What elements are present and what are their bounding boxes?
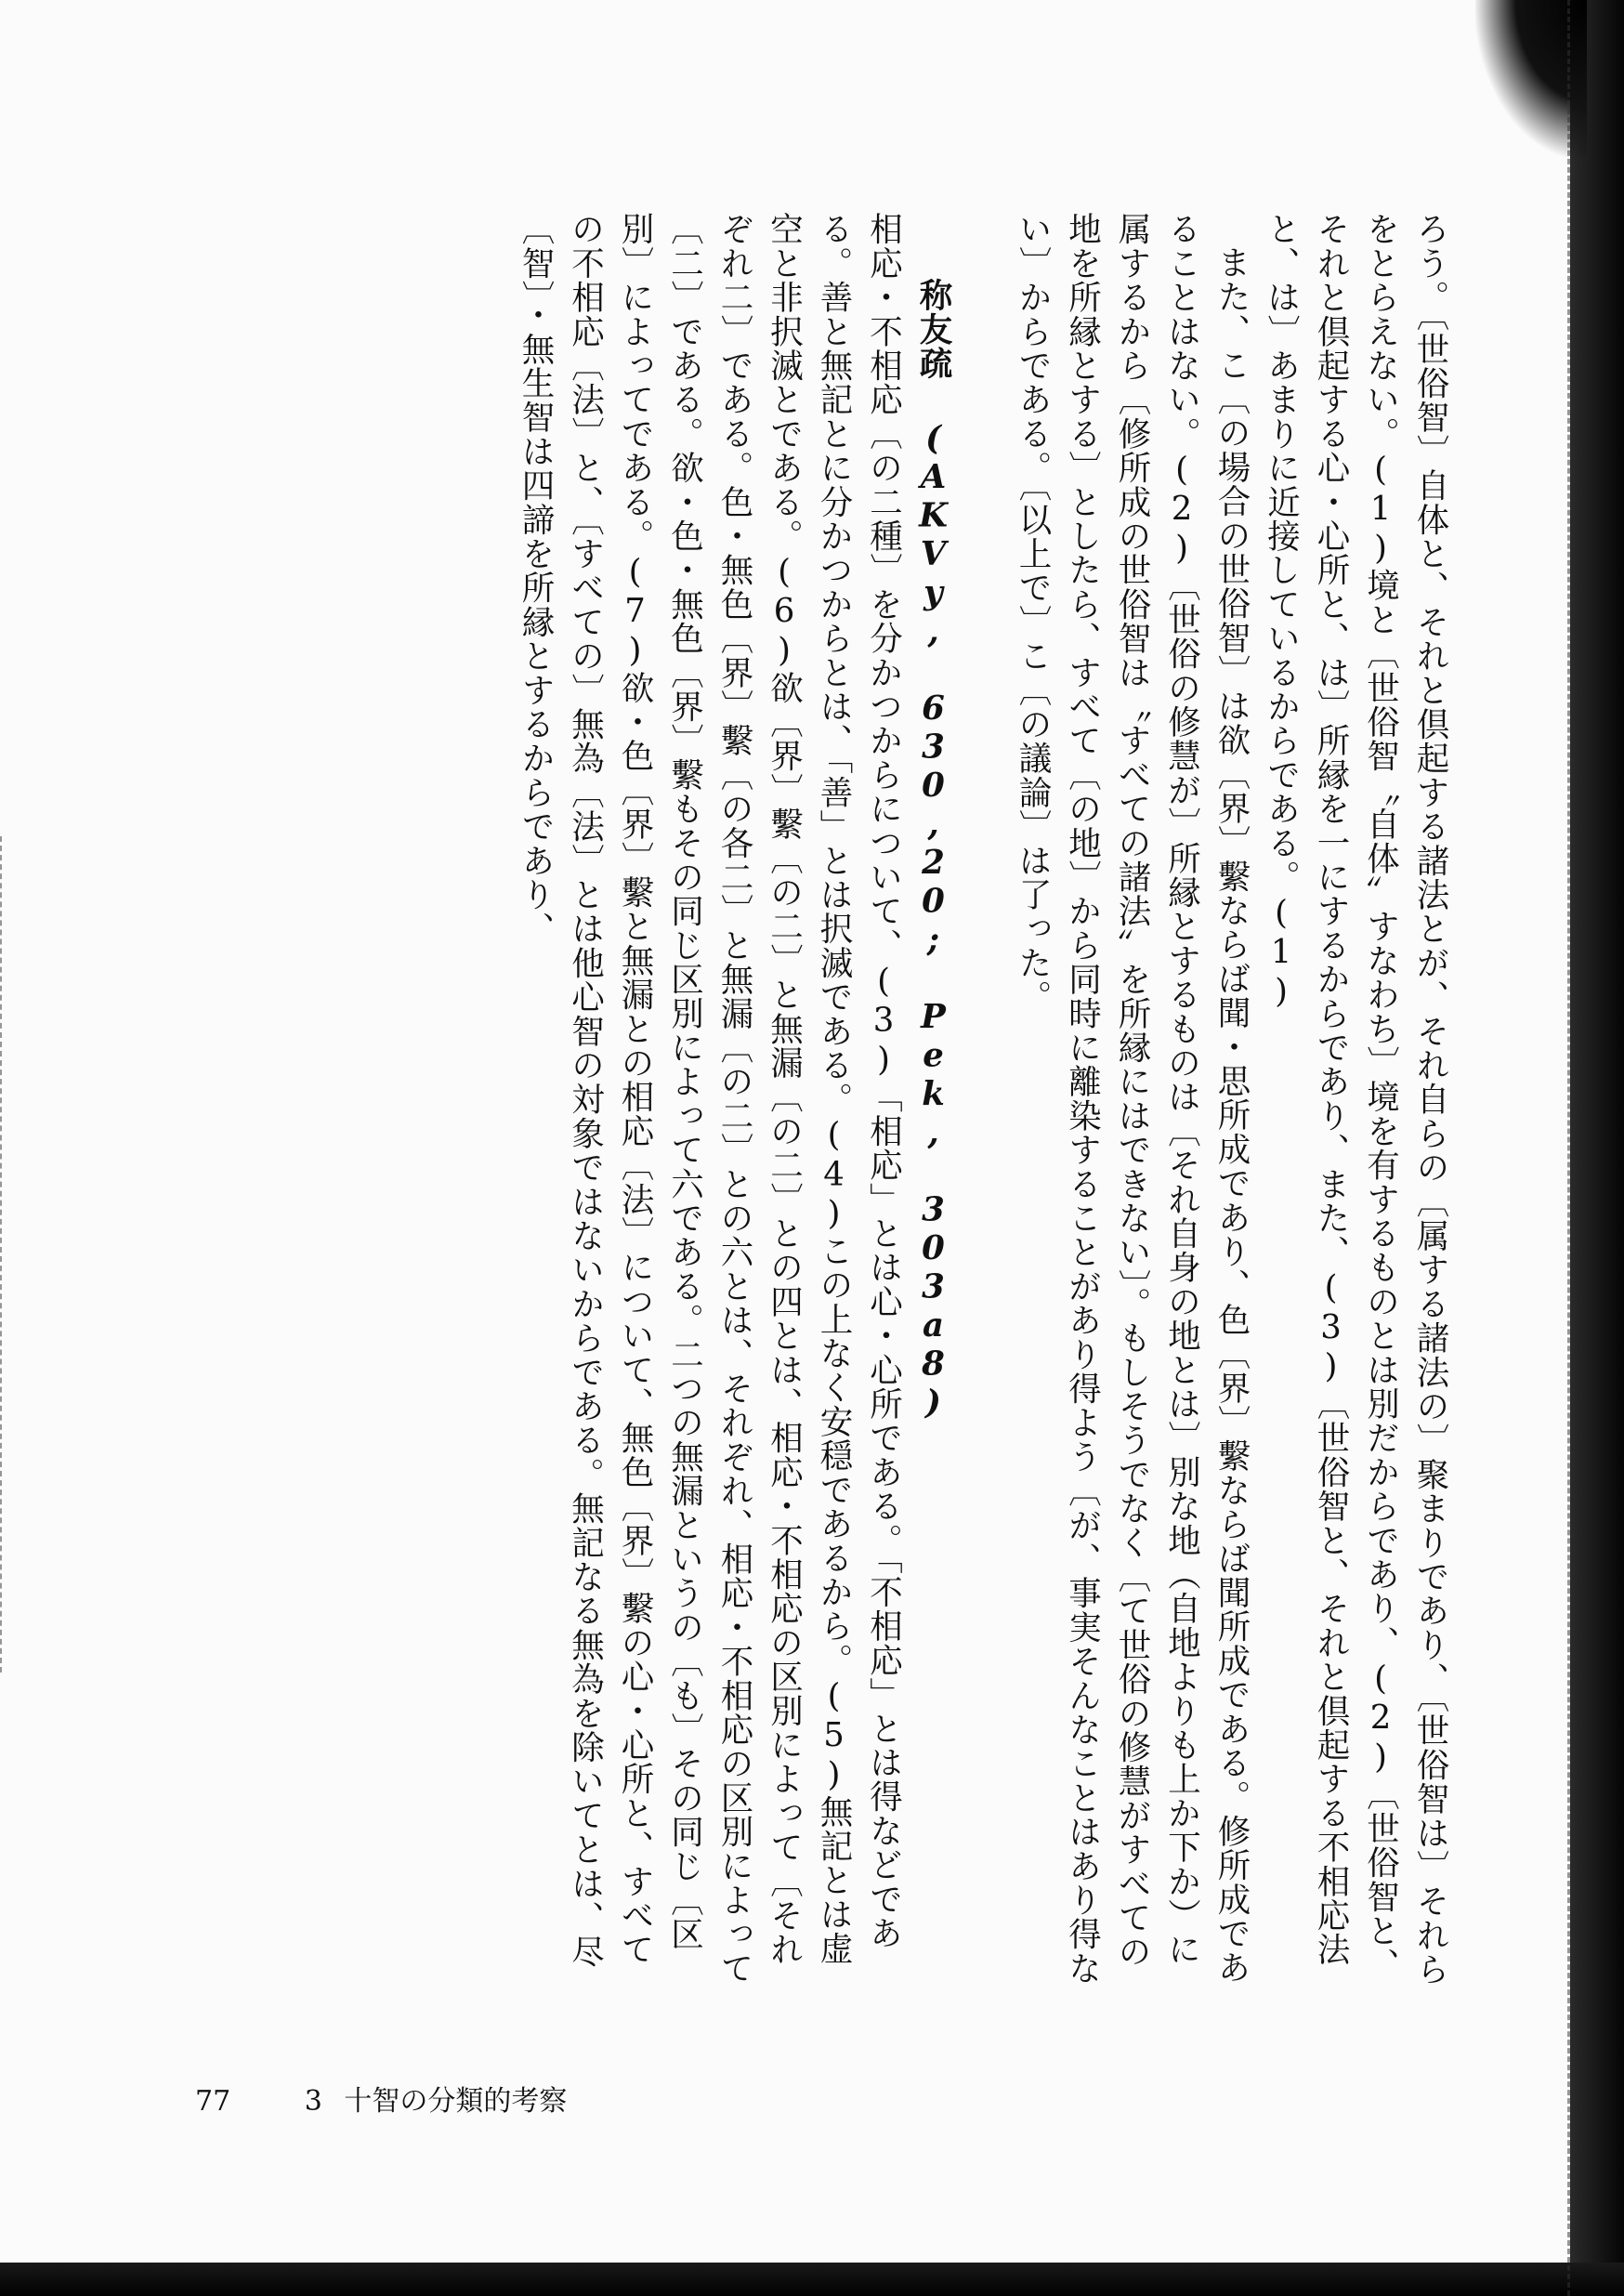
scan-edge-right (1570, 0, 1624, 2296)
blank-line (958, 212, 1008, 1988)
paragraph-2: また、こ〔の場合の世俗智〕は欲〔界〕繫ならば聞・思所成であり、色〔界〕繫ならば聞所成である。修所成であることはない。(2)〔世俗の修慧が〕所縁とするものは〔それ自身の地とは〕別な地（自地よりも上か下か）に属するから〔修所成の世俗智は〝すべての諸法〞を所縁にはできない〕。もしそうでなく〔て世俗の修慧がすべての地を所縁とする〕としたら、すべて〔の地〕から同時に離染することがあり得よう〔が、事実そんなことはあり得ない〕からである。〔以上で〕こ〔の議論〕は了った。 (1014, 212, 1251, 1986)
chapter-number: 3 (304, 2085, 322, 2118)
page-footer (195, 2078, 567, 2119)
chapter-title: 十智の分類的考察 (344, 2085, 568, 2118)
section-heading (909, 212, 959, 1988)
scan-edge-right-marks (1556, 0, 1570, 2296)
vertical-text-body (143, 212, 1455, 1988)
section-heading-citation: (AKVy, 630,20; Pek, 303a8) (914, 419, 952, 1423)
scan-edge-left-marks (0, 836, 11, 1673)
section-paragraph: 相応・不相応〔の二種〕を分かつからについて、(3)「相応」とは心・心所である。「不相応」とは得などである。善と無記とに分かつからとは、「善」とは択滅である。(4)この上なく安穏であるから。(5)無記とは虚空と非択滅とである。(6)欲〔界〕繫〔の二〕と無漏〔の二〕との四とは、相応・不相応の区別によって〔それぞれ二〕である。色・無色〔界〕繫〔の各二〕と無漏〔の二〕との六とは、それぞれ、相応・不相応の区別によって〔二〕である。欲・色・無色〔界〕繫もその同じ区別によって六である。二つの無漏というの〔も〕その同じ〔区別〕によってである。(7)欲・色〔界〕繫と無漏との相応〔法〕について、無色〔界〕繫の心・心所と、すべての不相応〔法〕と、〔すべての〕無為〔法〕とは他心智の対象ではないからである。無記なる無為を除いてとは、尽〔智〕・無生智は四諦を所縁とするからであり、 (517, 212, 903, 1986)
paragraph-continued: ろう。〔世俗智〕自体と、それと倶起する諸法とが、それ自らの〔属する諸法の〕聚まりであり、〔世俗智は〕それらをとらえない。(1)境と〔世俗智〝自体〞すなわち〕境を有するものとは別だからであり、(2)〔世俗智と、それと倶起する心・心所と、は〕所縁を一にするからであり、また、(3)〔世俗智と、それと倶起する不相応法と、は〕あまりに近接しているからである。(1) (1262, 212, 1449, 1987)
scan-edge-bottom (0, 2263, 1624, 2296)
page-number: 77 (195, 2085, 231, 2118)
scan-edge-corner (1475, 0, 1587, 158)
section-heading-title: 称友疏 (914, 278, 952, 381)
